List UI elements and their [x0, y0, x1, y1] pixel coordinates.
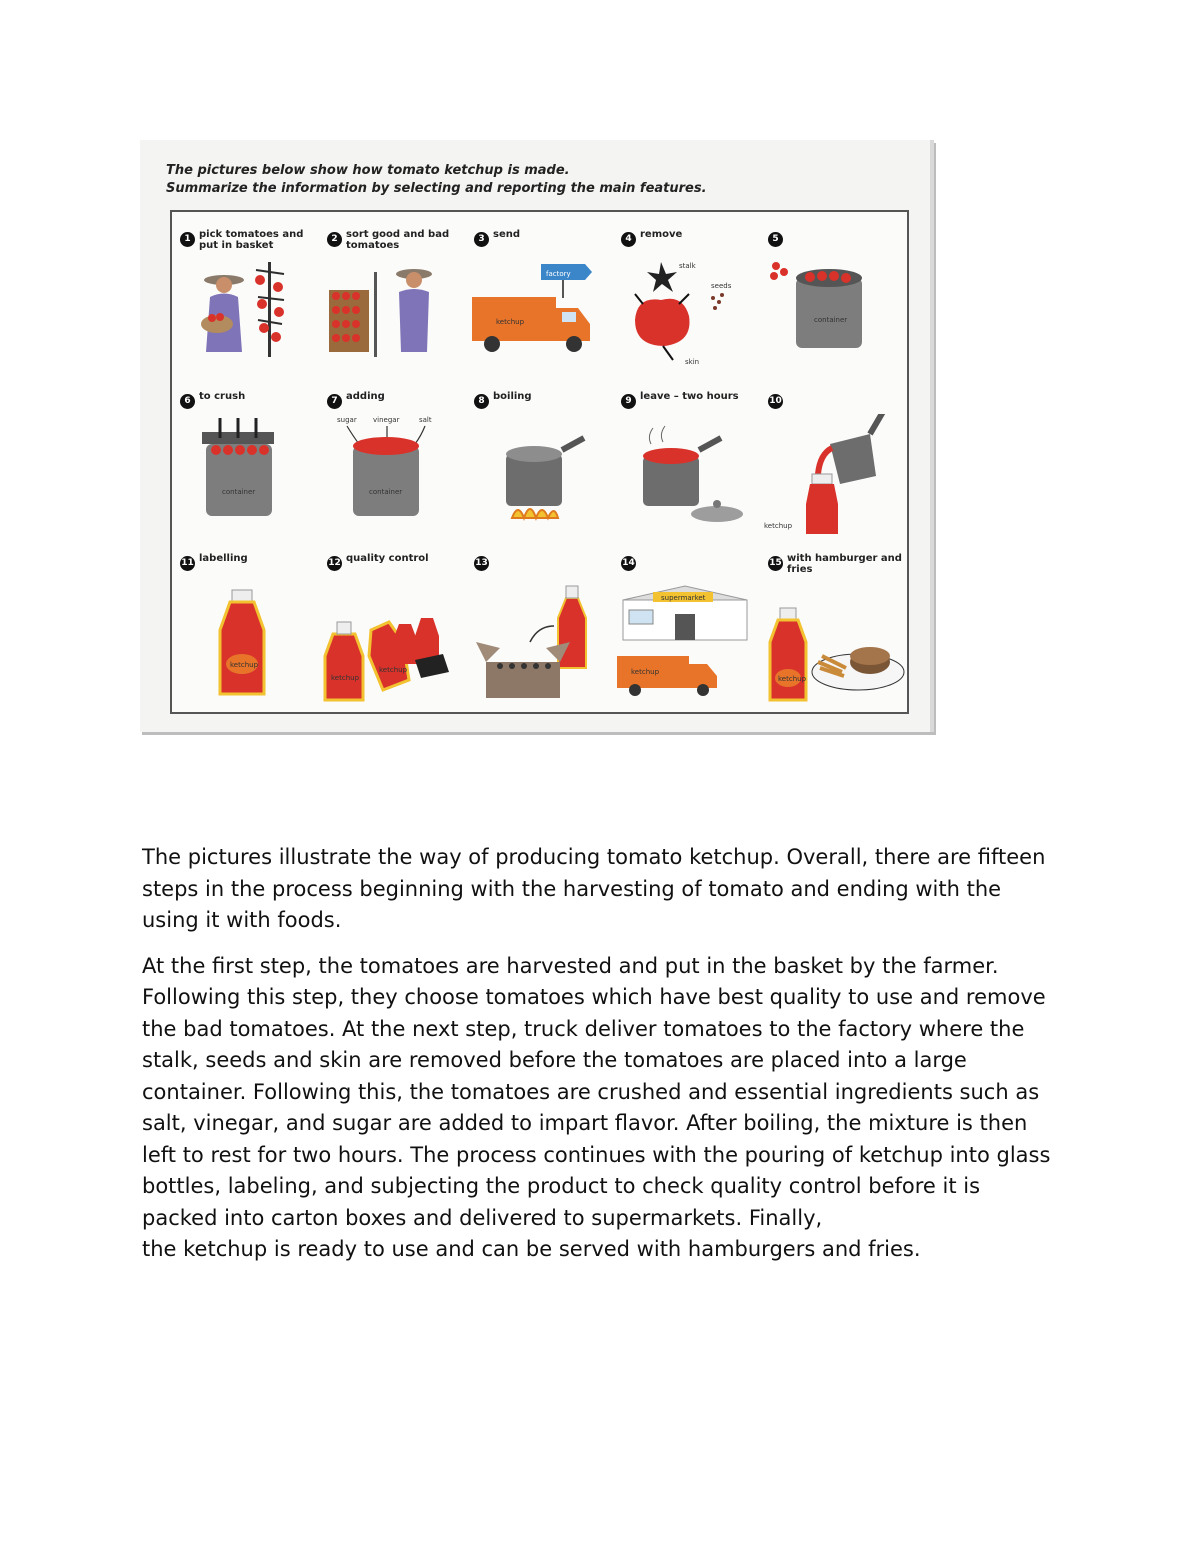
step-number: 5 [768, 232, 783, 247]
step-6 [172, 374, 319, 536]
quality-control-illustration [319, 576, 466, 706]
step-11 [172, 536, 319, 698]
pouring-ketchup-illustration [760, 414, 907, 534]
step-9 [613, 374, 760, 536]
container-label: container [814, 316, 848, 324]
removing-stalk-illustration [613, 252, 760, 372]
essay-text [142, 842, 1062, 1280]
step-8 [466, 374, 613, 536]
step-number: 9 [621, 394, 636, 409]
figure-title [166, 162, 707, 198]
step-7 [319, 374, 466, 536]
supermarket-delivery-illustration [613, 576, 760, 706]
step-number: 1 [180, 232, 195, 247]
figure-title-line-1: The pictures below show how tomato ketchup is made. [166, 163, 570, 178]
bottle-label: ketchup [230, 661, 259, 669]
step-number: 10 [768, 394, 783, 409]
step-number: 7 [327, 394, 342, 409]
step-number: 15 [768, 556, 783, 571]
step-number: 11 [180, 556, 195, 571]
stalk-label: stalk [679, 262, 696, 270]
figure-title-line-2: Summarize the information by selecting and reporting the main features. [166, 181, 707, 196]
step-number: 13 [474, 556, 489, 571]
step-14 [613, 536, 760, 698]
container-label: container [222, 488, 256, 496]
step-1 [172, 212, 319, 374]
steps-panel [170, 210, 909, 714]
step-number: 8 [474, 394, 489, 409]
packing-box-illustration [466, 576, 613, 706]
bottle-label: ketchup [379, 666, 408, 674]
farmer-picking-illustration [172, 252, 319, 372]
factory-sign-label: factory [546, 270, 571, 278]
container-filled-illustration [760, 252, 907, 372]
boiling-pot-illustration [466, 414, 613, 534]
step-label: pick tomatoes and put in basket [199, 229, 304, 251]
step-15 [760, 536, 907, 698]
step-number: 12 [327, 556, 342, 571]
step-label: remove [640, 229, 683, 240]
resting-pot-illustration [613, 414, 760, 534]
sugar-label: sugar [337, 416, 357, 424]
adding-ingredients-illustration [319, 414, 466, 534]
step-label: with hamburger and fries [787, 553, 902, 575]
step-3 [466, 212, 613, 374]
truck-label: ketchup [496, 318, 525, 326]
sorting-tomatoes-illustration [319, 252, 466, 372]
step-10 [760, 374, 907, 536]
essay-paragraph-2 [142, 951, 1062, 1266]
bottle-label: ketchup [778, 675, 807, 683]
labelled-bottle-illustration [172, 576, 319, 706]
container-label: container [369, 488, 403, 496]
step-2 [319, 212, 466, 374]
step-12 [319, 536, 466, 698]
supermarket-sign-label: supermarket [661, 594, 706, 602]
vinegar-label: vinegar [373, 416, 400, 424]
delivery-truck-illustration [466, 252, 613, 372]
step-number: 4 [621, 232, 636, 247]
step-label: boiling [493, 391, 532, 402]
step-label: sort good and bad tomatoes [346, 229, 450, 251]
ketchup-label: ketchup [764, 522, 793, 530]
step-label: send [493, 229, 521, 240]
step-number: 3 [474, 232, 489, 247]
step-13 [466, 536, 613, 698]
step-label: to crush [199, 391, 246, 402]
ketchup-process-figure [140, 140, 934, 732]
essay-paragraph-1: The pictures illustrate the way of producing tomato ketchup. Overall, there are fifteen steps in the process beginning with the harvesting of tomato and ending with the using it with foods. [142, 845, 1046, 932]
step-label: quality control [346, 553, 429, 564]
crushing-illustration [172, 414, 319, 534]
serving-with-food-illustration [760, 576, 907, 706]
step-label: adding [346, 391, 385, 402]
step-5 [760, 212, 907, 374]
essay-paragraph-2-final-line: the ketchup is ready to use and can be served with hamburgers and fries. [142, 1237, 921, 1261]
step-number: 6 [180, 394, 195, 409]
step-number: 2 [327, 232, 342, 247]
seeds-label: seeds [711, 282, 732, 290]
step-label: leave – two hours [640, 391, 739, 402]
skin-label: skin [685, 358, 700, 366]
essay-paragraph-2-body: At the first step, the tomatoes are harvested and put in the basket by the farmer. Following this step, they choose tomatoes which have best quality to use and remove the bad tomatoes. At the next step, truck deliver tomatoes to the factory where the stalk, seeds and skin are removed before the tomatoes are placed into a large container. Following this, the tomatoes are crushed and essential ingredients such as salt, vinegar, and sugar are added to impart flavor. After boiling, the mixture is then left to rest for two hours. The process continues with the pouring of ketchup into glass bottles, labeling, and subjecting the product to check quality control before it is packed into carton boxes and delivered to supermarkets. Finally, [142, 953, 1051, 1230]
truck-label: ketchup [631, 668, 660, 676]
salt-label: salt [419, 416, 432, 424]
step-4 [613, 212, 760, 374]
step-number: 14 [621, 556, 636, 571]
step-label: labelling [199, 553, 248, 564]
bottle-label: ketchup [331, 674, 360, 682]
